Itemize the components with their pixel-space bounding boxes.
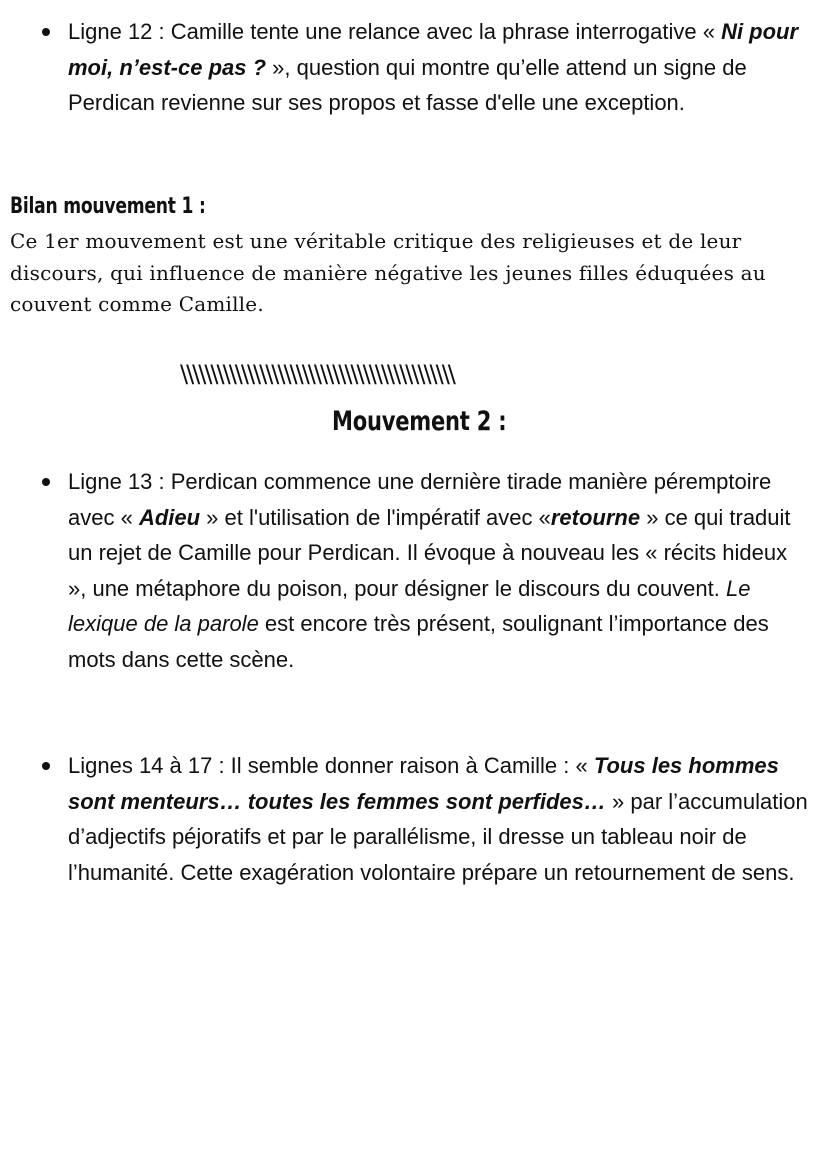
bullet-dot-icon <box>42 478 50 486</box>
item2-text-3: » ce qui traduit un rejet de Camille pour Perdican. Il évoque à nouveau les « récits hideux », une métaphore du poison, pour désigner le discours du couvent. <box>68 504 791 601</box>
item2-text-4: est encore très présent, soulignant l’importance des mots dans cette scène. <box>68 611 769 672</box>
bilan-heading: Bilan mouvement 1 : <box>10 194 206 219</box>
item3-quote: Tous les hommes sont menteurs… toutes les femmes sont perfides… <box>68 753 779 814</box>
bullet-dot-icon <box>42 28 50 36</box>
separator-line: \\\\\\\\\\\\\\\\\\\\\\\\\\\\\\\\\\\\\\\\\\\\\ <box>180 360 454 388</box>
bilan-paragraph: Ce 1er mouvement est une véritable critique des religieuses et de leur discours, qui influence de manière négative les jeunes filles éduquées au couvent comme Camille. <box>10 229 766 316</box>
bullet-item-lignes-14-17 <box>68 748 808 890</box>
item1-text-1: Ligne 12 : Camille tente une relance avec la phrase interrogative « <box>68 19 722 44</box>
item2-quote-adieu: Adieu <box>138 504 201 530</box>
item2-italic-lexique: Le lexique de la parole <box>68 575 751 636</box>
item3-text-2: » par l’accumulation d’adjectifs péjoratifs et par le parallélisme, il dresse un tableau noir de l’humanité. Cette exagération volontaire prépare un retournement de sens. <box>68 788 808 885</box>
item2-text-2: » et l'utilisation de l'impératif avec « <box>200 504 551 530</box>
item1-text-2: », question qui montre qu’elle attend un signe de Perdican revienne sur ses propos et fasse d'elle une exception. <box>68 54 747 115</box>
bullet-dot-icon <box>42 762 50 770</box>
item2-text-1: Ligne 13 : Perdican commence une dernière tirade manière péremptoire avec « <box>68 469 772 530</box>
item1-quote: Ni pour moi, n’est-ce pas ? <box>68 19 799 80</box>
item3-text-1: Lignes 14 à 17 : Il semble donner raison à Camille : « <box>68 753 594 778</box>
bullet-item-ligne-13 <box>68 464 808 677</box>
item2-quote-retourne: retourne <box>550 504 641 530</box>
mouvement-2-heading: Mouvement 2 : <box>332 406 507 437</box>
bullet-item-ligne-12 <box>68 14 808 121</box>
